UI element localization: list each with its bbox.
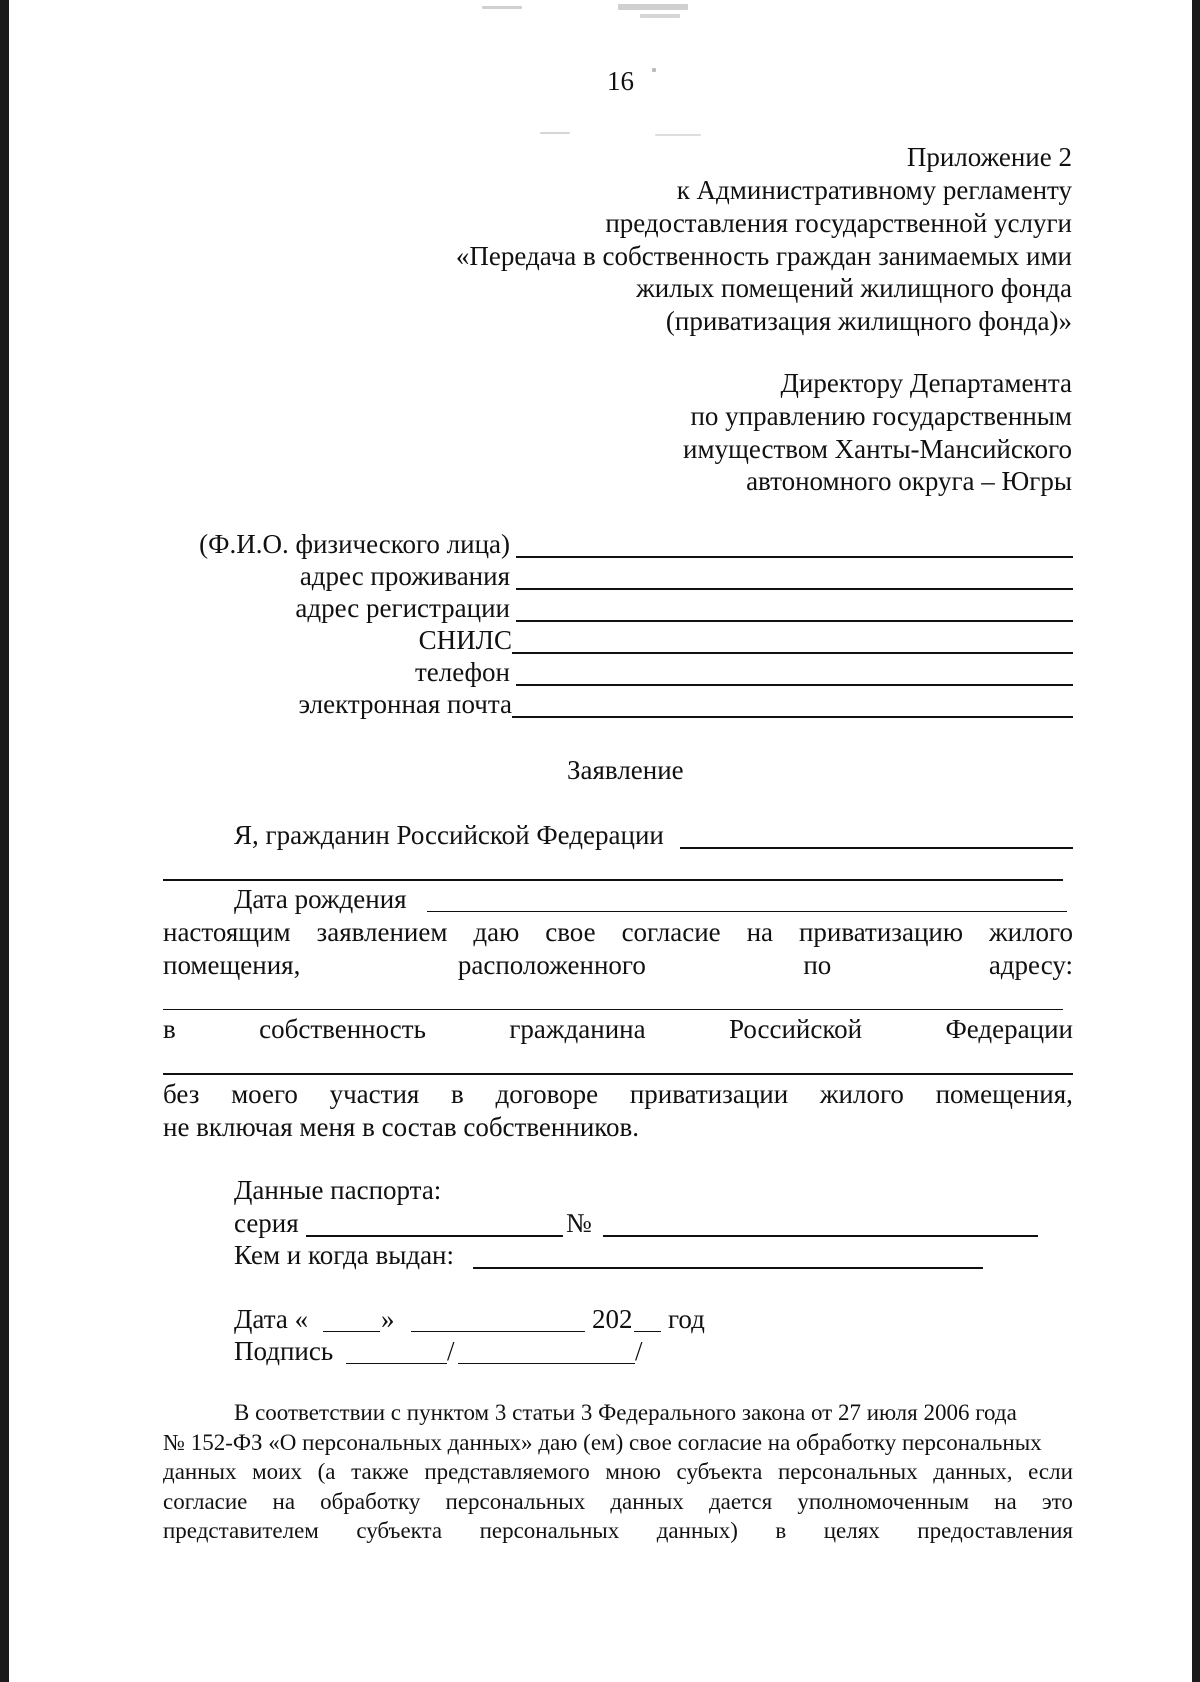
word: обработку	[320, 1489, 421, 1514]
fio-label: (Ф.И.О. физического лица)	[199, 529, 510, 559]
addressee-line: автономного округа – Югры	[746, 466, 1072, 496]
appendix-line: жилых помещений жилищного фонда	[636, 273, 1072, 303]
word: представителем	[163, 1518, 319, 1543]
word: свое	[545, 917, 596, 947]
word: мною	[605, 1459, 661, 1484]
snils-field-line[interactable]	[512, 652, 1073, 654]
appendix-line: к Административному регламенту	[676, 175, 1072, 205]
passport-issued-field-line[interactable]	[473, 1267, 983, 1269]
residence-field-line[interactable]	[516, 588, 1073, 590]
word: собственность	[259, 1014, 426, 1044]
page-number: 16	[607, 66, 634, 96]
word: также	[351, 1459, 409, 1484]
word: в	[163, 1014, 176, 1044]
word: это	[1041, 1489, 1073, 1514]
scan-speck	[652, 68, 656, 72]
word: по	[803, 950, 832, 980]
word: адресу:	[988, 950, 1073, 980]
consent-paragraph-line	[163, 1490, 1073, 1513]
passport-heading: Данные паспорта:	[234, 1175, 442, 1205]
addressee-line: Директору Департамента	[780, 368, 1072, 398]
appendix-line: (приватизация жилищного фонда)»	[665, 306, 1072, 336]
word: уполномоченным	[797, 1489, 970, 1514]
citizen-field-line[interactable]	[680, 847, 1073, 849]
consent-paragraph-line	[163, 1519, 1073, 1542]
word: Российской	[728, 1014, 863, 1044]
appendix-line: Приложение 2	[906, 142, 1072, 172]
signature-label: Подпись	[234, 1336, 334, 1366]
email-label: электронная почта	[298, 689, 512, 719]
consent-text-line	[163, 952, 1073, 979]
consent-paragraph-line: В соответствии с пунктом 3 статьи 3 Федерального закона от 27 июля 2006 года	[234, 1400, 1017, 1425]
passport-series-label: серия	[234, 1208, 299, 1238]
word: договоре	[495, 1079, 599, 1109]
scan-speck	[618, 4, 688, 10]
word: гражданина	[509, 1014, 646, 1044]
addressee-line: по управлению государственным	[690, 401, 1072, 431]
word: данных	[610, 1489, 684, 1514]
without-participation-line	[163, 1081, 1073, 1108]
word: в	[775, 1518, 787, 1543]
signature-field-line[interactable]	[346, 1363, 447, 1364]
word: данных,	[933, 1459, 1013, 1484]
word: жилого	[819, 1079, 904, 1109]
word: заявлением	[316, 917, 448, 947]
word: Федерации	[945, 1014, 1073, 1044]
year-field-line[interactable]	[634, 1331, 661, 1332]
word: согласие	[621, 917, 721, 947]
word: на	[272, 1489, 296, 1514]
passport-number-label: №	[566, 1208, 592, 1238]
passport-number-field-line[interactable]	[603, 1235, 1038, 1237]
ownership-line	[163, 1016, 1073, 1043]
fio-field-line[interactable]	[516, 556, 1073, 558]
phone-label: телефон	[414, 657, 510, 687]
without-participation-line-2: не включая меня в состав собственников.	[163, 1112, 640, 1142]
word: участия	[329, 1079, 420, 1109]
address-field-line[interactable]	[163, 1009, 1063, 1010]
signature-slash: /	[635, 1336, 643, 1366]
document-title: Заявление	[567, 755, 684, 785]
phone-field-line[interactable]	[516, 684, 1073, 686]
year-suffix: год	[668, 1304, 705, 1334]
word: персональных	[777, 1459, 918, 1484]
scan-speck	[640, 14, 680, 18]
citizen-label: Я, гражданин Российской Федерации	[234, 820, 664, 850]
addressee-line: имуществом Ханты-Мансийского	[683, 434, 1072, 464]
year-prefix: 202	[592, 1304, 633, 1334]
citizen-field-line-2[interactable]	[163, 879, 1063, 881]
signature-name-field-line[interactable]	[458, 1363, 635, 1364]
date-day-field-line[interactable]	[323, 1331, 380, 1332]
word: данных)	[656, 1518, 738, 1543]
word: расположенного	[457, 950, 646, 980]
word: предоставления	[917, 1518, 1073, 1543]
word: помещения,	[163, 950, 301, 980]
word: (а	[317, 1459, 336, 1484]
scan-speck	[540, 132, 570, 134]
word: субъекта	[676, 1459, 763, 1484]
registration-field-line[interactable]	[516, 620, 1073, 622]
word: помещения,	[935, 1079, 1073, 1109]
consent-paragraph-line	[163, 1460, 1073, 1483]
date-close-quote: »	[381, 1304, 395, 1334]
appendix-line: предоставления государственной услуги	[605, 208, 1072, 238]
word: дается	[708, 1489, 773, 1514]
date-month-field-line[interactable]	[411, 1331, 585, 1332]
birth-date-field-line[interactable]	[427, 911, 1067, 912]
word: если	[1028, 1459, 1073, 1484]
consent-paragraph-line: № 152-ФЗ «О персональных данных» даю (ем) свое согласие на обработку персональных	[163, 1430, 1042, 1455]
word: без	[163, 1079, 200, 1109]
snils-label: СНИЛС	[418, 625, 512, 655]
birth-date-label: Дата рождения	[234, 884, 407, 914]
scan-speck	[655, 134, 701, 136]
appendix-line: «Передача в собственность граждан занимаемых ими	[455, 241, 1072, 271]
word: целях	[823, 1518, 880, 1543]
scan-right-border	[1192, 0, 1200, 1682]
word: приватизации	[629, 1079, 789, 1109]
word: приватизацию	[798, 917, 964, 947]
passport-issued-label: Кем и когда выдан:	[234, 1240, 455, 1270]
word: субъекта	[356, 1518, 443, 1543]
word: на	[994, 1489, 1017, 1514]
word: персональных	[479, 1518, 620, 1543]
word: представляемого	[424, 1459, 590, 1484]
scan-speck	[482, 6, 522, 9]
word: персональных	[445, 1489, 586, 1514]
word: в	[451, 1079, 464, 1109]
word: моего	[231, 1079, 298, 1109]
word: жилого	[988, 917, 1073, 947]
word: настоящим	[163, 917, 291, 947]
owner-field-line[interactable]	[163, 1073, 1073, 1075]
date-label: Дата «	[234, 1304, 309, 1334]
word: даю	[473, 917, 520, 947]
consent-text-line	[163, 919, 1073, 946]
scan-left-border	[0, 0, 9, 1682]
email-field-line[interactable]	[512, 716, 1073, 718]
passport-series-field-line[interactable]	[306, 1235, 563, 1237]
registration-label: адрес регистрации	[295, 593, 510, 623]
residence-label: адрес проживания	[299, 561, 510, 591]
signature-slash: /	[447, 1336, 455, 1366]
word: согласие	[163, 1489, 248, 1514]
word: на	[746, 917, 774, 947]
word: моих	[252, 1459, 302, 1484]
word: данных	[163, 1459, 237, 1484]
